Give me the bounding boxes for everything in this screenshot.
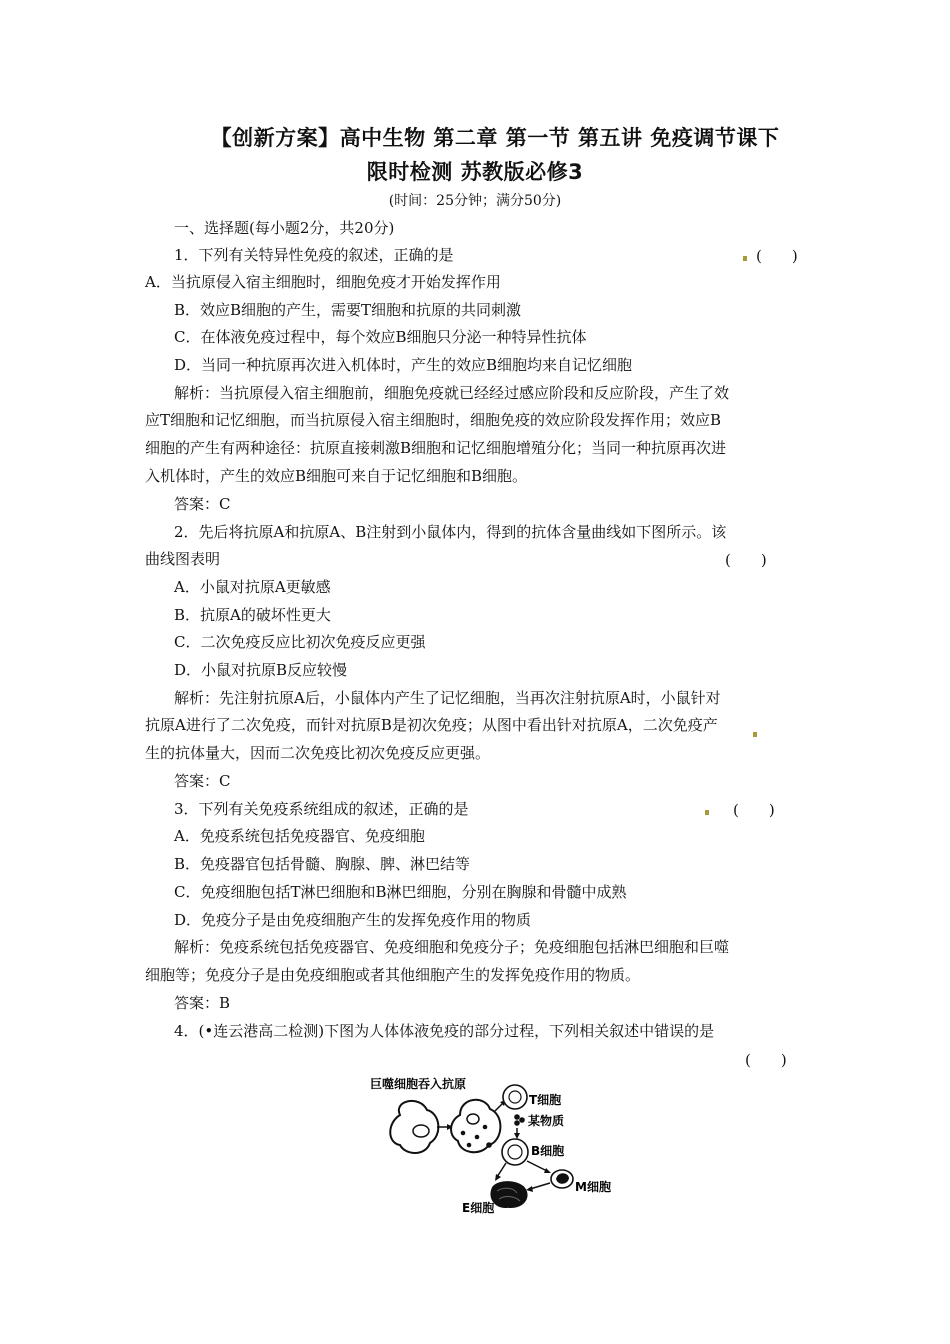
b-cell-nucleus <box>508 1145 522 1159</box>
marker-dot <box>743 256 747 261</box>
q3-option-d: D．免疫分子是由免疫细胞产生的发挥免疫作用的物质 <box>174 911 532 929</box>
q1-option-b: B．效应B细胞的产生，需要T细胞和抗原的共同刺激 <box>174 301 522 319</box>
antigen-dot <box>475 1135 480 1140</box>
macrophage-cell-2 <box>451 1100 500 1152</box>
arrow <box>497 1163 506 1177</box>
antigen-dot <box>486 1142 492 1148</box>
q1-answer: 答案：C <box>174 495 231 513</box>
arrow-head <box>544 1168 551 1173</box>
antigen-dot <box>467 1143 472 1148</box>
q3-option-a: A．免疫系统包括免疫器官、免疫细胞 <box>174 827 425 845</box>
q1-option-d: D．当同一种抗原再次进入机体时，产生的效应B细胞均来自记忆细胞 <box>174 356 633 374</box>
immune-process-diagram <box>365 1075 625 1215</box>
q2-stem-1: 2．先后将抗原A和抗原A、B注射到小鼠体内，得到的抗体含量曲线如下图所示。该 <box>174 523 727 541</box>
q3-option-b: B．免疫器官包括骨髓、胸腺、脾、淋巴结等 <box>174 855 471 873</box>
marker-dot <box>753 732 757 737</box>
arrow-head <box>514 1133 520 1139</box>
q3-stem: 3．下列有关免疫系统组成的叙述，正确的是 <box>174 800 469 818</box>
label-m-cell: M细胞 <box>575 1180 611 1194</box>
doc-title-line1: 【创新方案】高中生物 第二章 第一节 第五讲 免疫调节课下 <box>210 126 780 150</box>
q2-option-b: B．抗原A的破坏性更大 <box>174 606 331 624</box>
q3-explanation-1: 解析：免疫系统包括免疫器官、免疫细胞和免疫分子；免疫细胞包括淋巴细胞和巨噬 <box>174 938 730 956</box>
q1-explanation-1: 解析：当抗原侵入宿主细胞前，细胞免疫就已经经过感应阶段和反应阶段，产生了效 <box>174 384 730 402</box>
substance-dot <box>514 1114 520 1120</box>
q2-option-a: A．小鼠对抗原A更敏感 <box>174 578 331 596</box>
marker-dot <box>705 810 709 815</box>
substance-dot <box>514 1120 520 1126</box>
arrow <box>495 1103 503 1111</box>
q3-explanation-2: 细胞等；免疫分子是由免疫细胞或者其他细胞产生的发挥免疫作用的物质。 <box>145 966 641 984</box>
macrophage-nucleus <box>467 1114 479 1124</box>
q1-explanation-3: 细胞的产生有两种途径：抗原直接刺激B细胞和记忆细胞增殖分化；当同一种抗原再次进 <box>145 439 727 457</box>
arrow <box>527 1161 547 1171</box>
q3-option-c: C．免疫细胞包括T淋巴细胞和B淋巴细胞，分别在胸腺和骨髓中成熟 <box>174 883 627 901</box>
q2-answer-paren: ( ) <box>725 551 767 569</box>
q1-answer-paren: ( ) <box>756 247 798 265</box>
e-cell <box>491 1182 527 1207</box>
q2-stem-2: 曲线图表明 <box>145 550 221 568</box>
arrow <box>530 1183 550 1189</box>
q3-answer: 答案：B <box>174 994 231 1012</box>
arrow-head <box>526 1186 533 1192</box>
label-t-cell: T细胞 <box>529 1093 562 1107</box>
label-substance: 某物质 <box>528 1114 565 1128</box>
q1-explanation-2: 应T细胞和记忆细胞，而当抗原侵入宿主细胞时，细胞免疫的效应阶段发挥作用；效应B <box>145 411 722 429</box>
q1-option-a: A．当抗原侵入宿主细胞时，细胞免疫才开始发挥作用 <box>145 273 501 291</box>
label-e-cell: E细胞 <box>462 1201 495 1215</box>
q2-explanation-2: 抗原A进行了二次免疫，而针对抗原B是初次免疫；从图中看出针对抗原A，二次免疫产 <box>145 716 718 734</box>
t-cell-nucleus <box>509 1091 521 1103</box>
q4-stem: 4．(•连云港高二检测)下图为人体体液免疫的部分过程，下列相关叙述中错误的是 <box>174 1022 715 1040</box>
label-macrophage: 巨噬细胞吞入抗原 <box>370 1077 467 1091</box>
q2-option-d: D．小鼠对抗原B反应较慢 <box>174 661 348 679</box>
q1-explanation-4: 入机体时，产生的效应B细胞可来自于记忆细胞和B细胞。 <box>145 467 528 485</box>
antigen-dot <box>483 1125 488 1130</box>
q2-explanation-1: 解析：先注射抗原A后，小鼠体内产生了记忆细胞，当再次注射抗原A时，小鼠针对 <box>174 689 721 707</box>
section-heading: 一、选择题(每小题2分，共20分) <box>174 219 395 237</box>
q2-answer: 答案：C <box>174 772 231 790</box>
q2-option-c: C．二次免疫反应比初次免疫反应更强 <box>174 633 426 651</box>
doc-title-line2: 限时检测 苏教版必修3 <box>366 160 584 184</box>
q2-explanation-3: 生的抗体量大，因而二次免疫比初次免疫反应更强。 <box>145 744 491 762</box>
q4-answer-paren: ( ) <box>745 1051 787 1069</box>
label-b-cell: B细胞 <box>531 1144 565 1158</box>
q3-answer-paren: ( ) <box>733 801 775 819</box>
doc-subtitle: (时间：25分钟；满分50分) <box>388 193 562 209</box>
macrophage-nucleus <box>413 1125 429 1137</box>
substance-dot <box>519 1117 525 1123</box>
q1-stem: 1．下列有关特异性免疫的叙述，正确的是 <box>174 246 454 264</box>
q1-option-c: C．在体液免疫过程中，每个效应B细胞只分泌一种特异性抗体 <box>174 328 587 346</box>
antigen-dot <box>461 1131 466 1136</box>
